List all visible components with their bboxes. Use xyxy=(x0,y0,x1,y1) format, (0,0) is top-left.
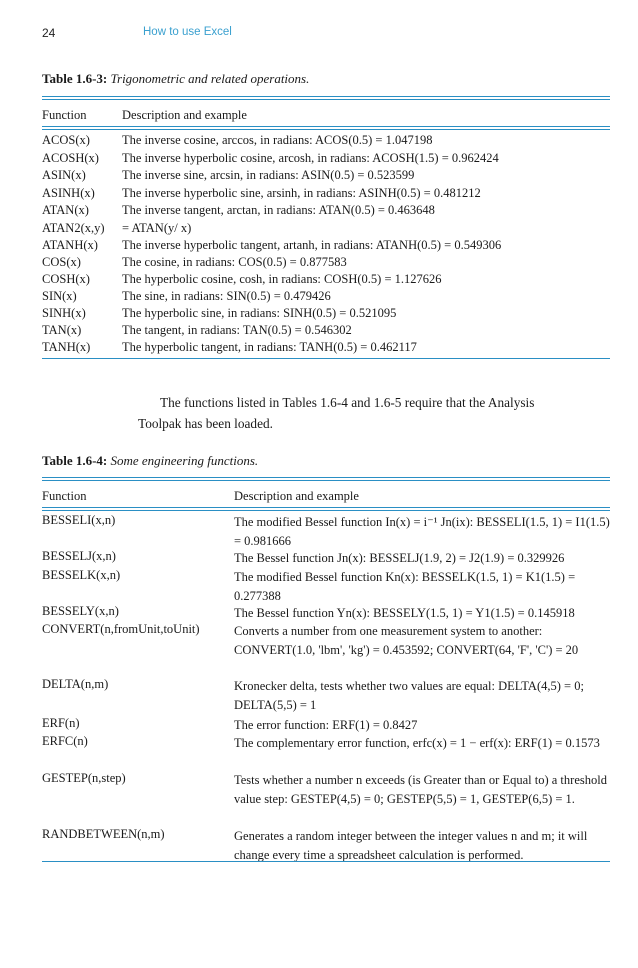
function-description: The modified Bessel function In(x) = i⁻¹ Jn(ix): BESSELI(1.5, 1) = I1(1.5) = 0.981666 xyxy=(234,515,610,548)
function-name: SINH(x) xyxy=(42,306,86,320)
function-description: = ATAN(y/ x) xyxy=(122,221,192,235)
table4-bottom-rule xyxy=(42,861,610,862)
function-name: DELTA(n,m) xyxy=(42,677,109,691)
table3-top-rule xyxy=(42,96,610,100)
table4-top-rule xyxy=(42,477,610,481)
running-title: How to use Excel xyxy=(143,26,232,38)
body-paragraph xyxy=(138,392,608,434)
paragraph-line-1: The functions listed in Tables 1.6-4 and 1.6-5 require that the Analysis xyxy=(160,395,535,410)
table-row xyxy=(42,168,612,186)
function-name: ACOSH(x) xyxy=(42,151,99,165)
function-name: ERF(n) xyxy=(42,716,80,730)
paragraph-line-2: Toolpak has been loaded. xyxy=(138,416,273,431)
function-description: The inverse hyperbolic sine, arsinh, in radians: ASINH(0.5) = 0.481212 xyxy=(122,186,481,200)
table3-header-description: Description and example xyxy=(122,108,247,122)
table-row xyxy=(42,604,612,622)
table-row xyxy=(42,827,612,862)
table4-label: Table 1.6-4: xyxy=(42,453,108,468)
table-row xyxy=(42,323,612,341)
table3-caption xyxy=(42,71,309,87)
function-description: The hyperbolic sine, in radians: SINH(0.5) = 0.521095 xyxy=(122,306,397,320)
function-name: ACOS(x) xyxy=(42,133,90,147)
function-description: Generates a random integer between the integer values n and m; it will change every time a spreadsheet calculation is performed. xyxy=(234,829,588,862)
function-name: CONVERT(n,fromUnit,toUnit) xyxy=(42,622,200,636)
function-description: The inverse cosine, arccos, in radians: ACOS(0.5) = 1.047198 xyxy=(122,133,433,147)
function-description: The inverse sine, arcsin, in radians: ASIN(0.5) = 0.523599 xyxy=(122,168,415,182)
function-description: The Bessel function Yn(x): BESSELY(1.5, 1) = Y1(1.5) = 0.145918 xyxy=(234,606,575,620)
table-row xyxy=(42,568,612,603)
table4-header-description: Description and example xyxy=(234,489,359,503)
table-row xyxy=(42,734,612,752)
table-row xyxy=(42,340,612,358)
table4-header-function: Function xyxy=(42,489,87,503)
table-row xyxy=(42,771,612,806)
function-name: BESSELI(x,n) xyxy=(42,513,116,527)
function-description: The modified Bessel function Kn(x): BESSELK(1.5, 1) = K1(1.5) = 0.277388 xyxy=(234,570,576,603)
function-description: Converts a number from one measurement system to another: CONVERT(1.0, 'lbm', 'kg') = 0.453592; CONVERT(64, 'F', 'C') = 20 xyxy=(234,624,579,657)
function-description: The error function: ERF(1) = 0.8427 xyxy=(234,718,418,732)
function-name: ERFC(n) xyxy=(42,734,88,748)
function-description: The Bessel function Jn(x): BESSELJ(1.9, 2) = J2(1.9) = 0.329926 xyxy=(234,551,565,565)
table-row xyxy=(42,203,612,221)
function-description: The inverse hyperbolic tangent, artanh, in radians: ATANH(0.5) = 0.549306 xyxy=(122,238,502,252)
function-name: ATAN(x) xyxy=(42,203,89,217)
table-row xyxy=(42,677,612,712)
function-name: GESTEP(n,step) xyxy=(42,771,126,785)
table-row xyxy=(42,622,612,657)
function-name: ASIN(x) xyxy=(42,168,86,182)
table4-title: Some engineering functions. xyxy=(110,453,259,468)
function-description: The complementary error function, erfc(x) = 1 − erf(x): ERF(1) = 0.1573 xyxy=(234,736,600,750)
function-description: The inverse hyperbolic cosine, arcosh, in radians: ACOSH(1.5) = 0.962424 xyxy=(122,151,499,165)
function-name: BESSELK(x,n) xyxy=(42,568,121,582)
function-name: TANH(x) xyxy=(42,340,91,354)
table-row xyxy=(42,151,612,169)
function-description: Kronecker delta, tests whether two values are equal: DELTA(4,5) = 0; DELTA(5,5) = 1 xyxy=(234,679,584,712)
table3-bottom-rule xyxy=(42,358,610,359)
table3-header-function: Function xyxy=(42,108,87,122)
table4-header-rule xyxy=(42,507,610,511)
table3-title: Trigonometric and related operations. xyxy=(110,71,310,86)
table-row xyxy=(42,513,612,548)
table-row xyxy=(42,186,612,204)
table-row xyxy=(42,238,612,256)
table3-header-rule xyxy=(42,126,610,130)
page-number: 24 xyxy=(42,26,56,40)
table4-caption xyxy=(42,453,258,469)
table-row xyxy=(42,549,612,567)
function-description: The cosine, in radians: COS(0.5) = 0.877583 xyxy=(122,255,347,269)
table-row xyxy=(42,289,612,307)
function-description: The sine, in radians: SIN(0.5) = 0.479426 xyxy=(122,289,331,303)
function-description: The hyperbolic cosine, cosh, in radians: COSH(0.5) = 1.127626 xyxy=(122,272,442,286)
table3-label: Table 1.6-3: xyxy=(42,71,108,86)
table-row xyxy=(42,133,612,151)
table-row xyxy=(42,221,612,239)
table-row xyxy=(42,716,612,734)
function-name: ATAN2(x,y) xyxy=(42,221,105,235)
table-row xyxy=(42,306,612,324)
function-name: BESSELY(x,n) xyxy=(42,604,119,618)
function-name: ATANH(x) xyxy=(42,238,98,252)
table-row xyxy=(42,255,612,273)
function-description: The inverse tangent, arctan, in radians: ATAN(0.5) = 0.463648 xyxy=(122,203,435,217)
function-name: COSH(x) xyxy=(42,272,90,286)
function-name: BESSELJ(x,n) xyxy=(42,549,116,563)
function-name: SIN(x) xyxy=(42,289,77,303)
function-name: RANDBETWEEN(n,m) xyxy=(42,827,165,841)
table-row xyxy=(42,272,612,290)
function-description: Tests whether a number n exceeds (is Greater than or Equal to) a threshold value step: GESTEP(4,5) = 0; GESTEP(5,5) = 1, GESTEP(6,5) = 1. xyxy=(234,773,607,806)
function-name: TAN(x) xyxy=(42,323,82,337)
function-name: COS(x) xyxy=(42,255,81,269)
page-header xyxy=(42,26,612,44)
function-description: The hyperbolic tangent, in radians: TANH(0.5) = 0.462117 xyxy=(122,340,417,354)
function-name: ASINH(x) xyxy=(42,186,95,200)
function-description: The tangent, in radians: TAN(0.5) = 0.546302 xyxy=(122,323,352,337)
